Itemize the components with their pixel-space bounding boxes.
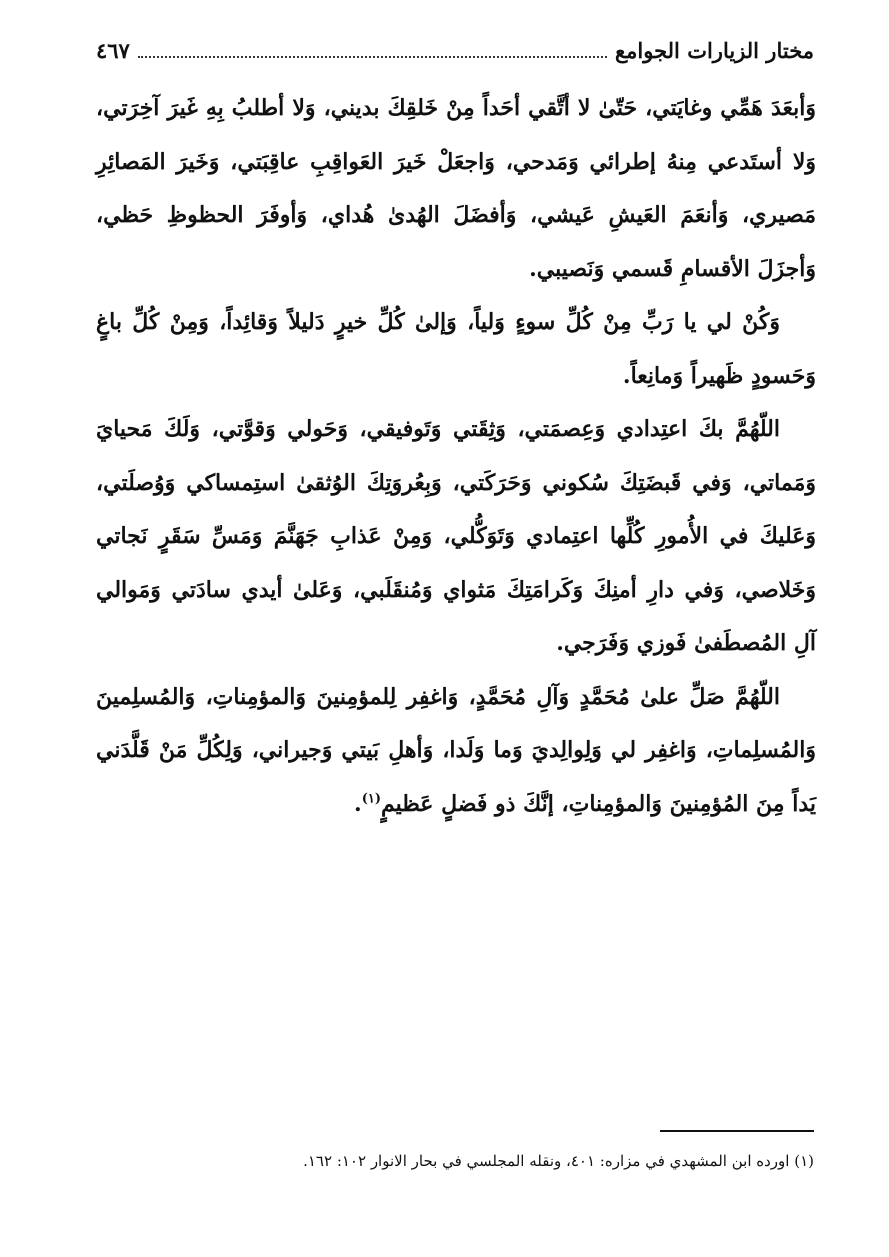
paragraph-3: اللّهُمَّ بكَ اعتِدادي وَعِصمَتي، وَثِقَتي وَتَوفيقي، وَحَولي وَقوَّتي، وَلَكَ مَحيايَ وَمَماتي، وَفي قَبضَتِكَ سُكوني وَحَرَكَتي، وَبِعُروَتِكَ الوُثقىٰ استِمساكي وَوُصلَتي، وَعَليكَ في الأُمورِ كُلِّها اعتِمادي وَتَوَكُّلي، وَمِنْ عَذابِ جَهَنَّمَ وَمَسِّ سَقَرٍ نَجاتي وَخَلاصي، وَفي دارِ أمنِكَ وَكَرامَتِكَ مَثواي وَمُنقَلَبي، وَعَلىٰ أيدي سادَتي وَمَوالي آلِ المُصطَفىٰ فَوزي وَفَرَجي.: [96, 416, 816, 656]
running-header: [96, 30, 814, 70]
final-period: .: [354, 790, 362, 817]
paragraph-4-text: اللّهُمَّ صَلِّ علىٰ مُحَمَّدٍ وَآلِ مُحَمَّدٍ، وَاغفِر لِلمؤمِنينَ وَالمؤمِناتِ، وَالمُسلِمينَ وَالمُسلِماتِ، وَاغفِر لي وَلِوالِديَ وَما وَلَدا، وَأهلِ بَيتي وَجيراني، وَلِكُلِّ مَنْ قَلَّدَني يَداً مِنَ المُؤمِنينَ وَالمؤمِناتِ، إنَّكَ ذو فَضلٍ عَظيمٍ: [96, 683, 816, 817]
paragraph-1: وَأبعَدَ هَمِّي وغايَتي، حَتّىٰ لا أتَّقي أحَداً مِنْ خَلقِكَ بديني، وَلا أطلبُ بِهِ غَيرَ آخِرَتي، وَلا أستَدعي مِنهُ إطرائي وَمَدحي، وَاجعَلْ خَيرَ العَواقِبِ عاقِبَتي، وَخَيرَ المَصائِرِ مَصيري، وَأنعَمَ العَيشِ عَيشي، وَأفضَلَ الهُدىٰ هُداي، وَأوفَرَ الحظوظِ حَظي، وَأجزَلَ الأقسامِ قَسمي وَنَصيبي.: [96, 95, 816, 282]
footnote-reference[interactable]: (١): [361, 791, 381, 807]
main-text: [96, 82, 816, 831]
page-number: ٤٦٧: [96, 37, 130, 63]
paragraph-4: [96, 671, 816, 832]
dotted-leader: [138, 55, 607, 58]
paragraph-2: وَكُنْ لي يا رَبِّ مِنْ كُلِّ سوءٍ وَلياً، وَإلىٰ كُلِّ خيرٍ دَليلاً وَقائِداً، وَمِنْ كُلِّ باغٍ وَحَسودٍ ظَهيراً وَمانِعاً.: [96, 309, 816, 389]
running-title: مختار الزيارات الجوامع: [614, 37, 814, 63]
footnote-separator: [660, 1130, 814, 1132]
footnote: (١) اورده ابن المشهدي في مزاره: ٤٠١، ونقله المجلسي في بحار الانوار ١٠٢: ١٦٢.: [303, 1152, 814, 1170]
